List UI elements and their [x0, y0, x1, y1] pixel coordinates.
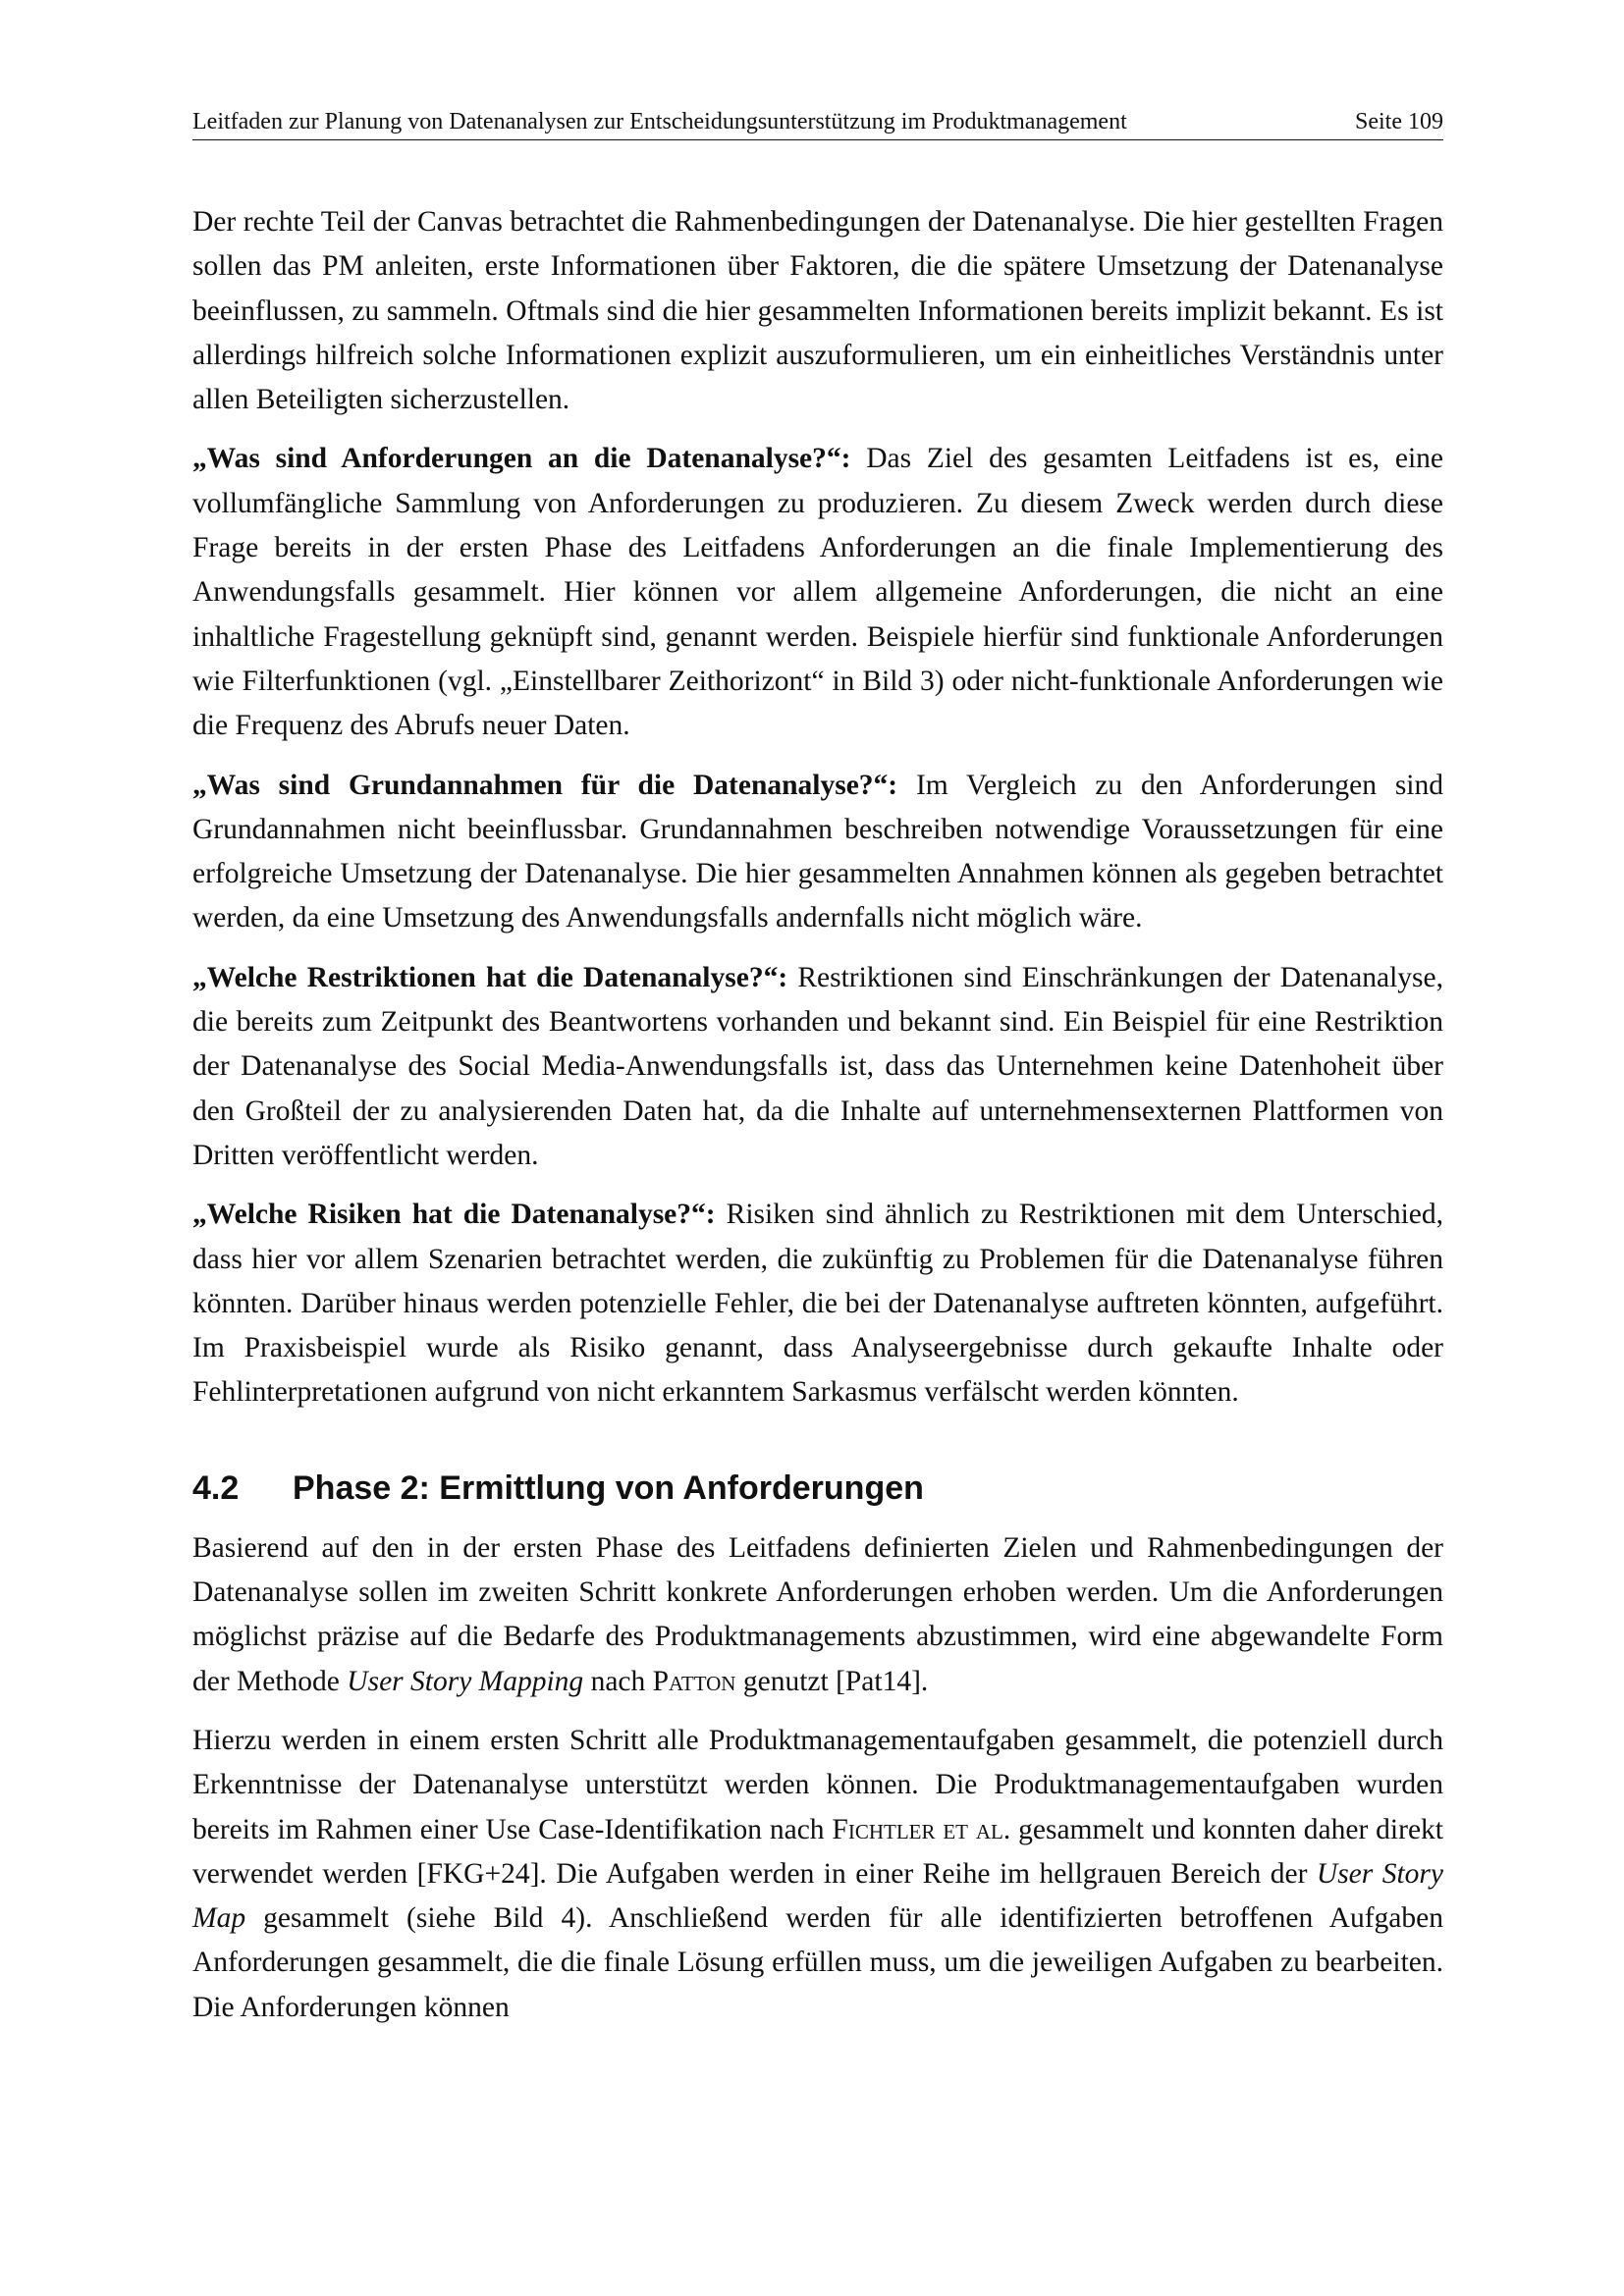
section-title: Phase 2: Ermittlung von Anforderungen [293, 1468, 924, 1507]
paragraph [192, 200, 1443, 422]
text-run: genutzt [Pat14]. [735, 1665, 929, 1697]
paragraph [192, 764, 1443, 941]
author-name: Fichtler et al. [832, 1813, 1011, 1845]
section-heading [192, 1467, 1443, 1510]
italic-term: User Story Map [192, 1857, 1443, 1935]
text-run: gesammelt und konnten daher direkt verwendet werden [FKG+24]. Die Aufgaben werden in einer Reihe im hellgrauen Bereich der [192, 1813, 1443, 1890]
text-run: Restriktionen sind Einschränkungen der Datenanalyse, die bereits zum Zeitpunkt des Beantwortens vorhanden und bekannt sind. Ein Beispiel für eine Restriktion der Datenanalyse des Social Media-Anwendungsfalls ist, dass das Unternehmen keine Datenhoheit über den Großteil der zu analysierenden Daten hat, da die Inhalte auf unternehmensexternen Plattformen von Dritten veröffentlicht werden. [192, 961, 1443, 1171]
bold-question: „Welche Risiken hat die Datenanalyse?“: [192, 1199, 716, 1231]
paragraph [192, 437, 1443, 748]
page-number: Seite 109 [1355, 109, 1443, 134]
body-text [192, 200, 1443, 2045]
bold-question: „Was sind Anforderungen an die Datenanalyse?“: [192, 443, 851, 475]
text-run: Basierend auf den in der ersten Phase des Leitfadens definierten Zielen und Rahmenbedingungen der Datenanalyse sollen im zweiten Schritt konkrete Anforderungen erhoben werden. Um die Anforderungen möglichst präzise auf die Bedarfe des Produktmanagements abzustimmen, wird eine abgewandelte Form der Methode [192, 1531, 1443, 1697]
bold-question: „Was sind Grundannahmen für die Datenanalyse?“: [192, 769, 898, 801]
bold-question: „Welche Restriktionen hat die Datenanalyse?“: [192, 961, 788, 993]
paragraph [192, 1193, 1443, 1415]
header-title: Leitfaden zur Planung von Datenanalysen zur Entscheidungsunterstützung im Produktmanagement [192, 109, 1127, 134]
text-run: nach [583, 1665, 653, 1697]
running-header [192, 106, 1443, 140]
author-name: Patton [652, 1665, 736, 1697]
section-number: 4.2 [192, 1468, 240, 1507]
italic-term: User Story Mapping [347, 1665, 584, 1697]
paragraph [192, 956, 1443, 1178]
text-run: Der rechte Teil der Canvas betrachtet die Rahmenbedingungen der Datenanalyse. Die hier gestellten Fragen sollen das PM anleiten, erste Informationen über Faktoren, die die spätere Umsetzung der Datenanalyse beeinflussen, zu sammeln. Oftmals sind die hier gesammelten Informationen bereits implizit bekannt. Es ist allerdings hilfreich solche Informationen explizit auszuformulieren, um ein einheitliches Verständnis unter allen Beteiligten sicherzustellen. [192, 206, 1443, 416]
paragraph [192, 1719, 1443, 2030]
text-run: gesammelt (siehe Bild 4). Anschließend werden für alle identifizierten betroffenen Aufgaben Anforderungen gesammelt, die die finale Lösung erfüllen muss, um die jeweiligen Aufgaben zu bearbeiten. Die Anforderungen können [192, 1902, 1443, 2023]
text-run: Das Ziel des gesamten Leitfadens ist es, eine vollumfängliche Sammlung von Anforderungen zu produzieren. Zu diesem Zweck werden durch diese Frage bereits in der ersten Phase des Leitfadens Anforderungen an die finale Implementierung des Anwendungsfalls gesammelt. Hier können vor allem allgemeine Anforderungen, die nicht an eine inhaltliche Fragestellung geknüpft sind, genannt werden. Beispiele hierfür sind funktionale Anforderungen wie Filterfunktionen (vgl. „Einstellbarer Zeithorizont“ in Bild 3) oder nicht-funktionale Anforderungen wie die Frequenz des Abrufs neuer Daten. [192, 443, 1443, 742]
paragraph [192, 1526, 1443, 1704]
text-run: Im Vergleich zu den Anforderungen sind Grundannahmen nicht beeinflussbar. Grundannahmen beschreiben notwendige Voraussetzungen für eine erfolgreiche Umsetzung der Datenanalyse. Die hier gesammelten Annahmen können als gegeben betrachtet werden, da eine Umsetzung des Anwendungsfalls andernfalls nicht möglich wäre. [192, 769, 1443, 934]
paragraphs-after-section [192, 1526, 1443, 2030]
text-run: Hierzu werden in einem ersten Schritt alle Produktmanagementaufgaben gesammelt, die potenziell durch Erkenntnisse der Datenanalyse unterstützt werden können. Die Produktmanagementaufgaben wurden bereits im Rahmen einer Use Case-Identifikation nach [192, 1724, 1443, 1845]
paragraphs-before-section [192, 200, 1443, 1415]
text-run: Risiken sind ähnlich zu Restriktionen mit dem Unterschied, dass hier vor allem Szenarien betrachtet werden, die zukünftig zu Problemen für die Datenanalyse führen könnten. Darüber hinaus werden potenzielle Fehler, die bei der Datenanalyse auftreten könnten, aufgeführt. Im Praxisbeispiel wurde als Risiko genannt, dass Analyseergebnisse durch gekaufte Inhalte oder Fehlinterpretationen aufgrund von nicht erkanntem Sarkasmus verfälscht werden könnten. [192, 1199, 1443, 1409]
